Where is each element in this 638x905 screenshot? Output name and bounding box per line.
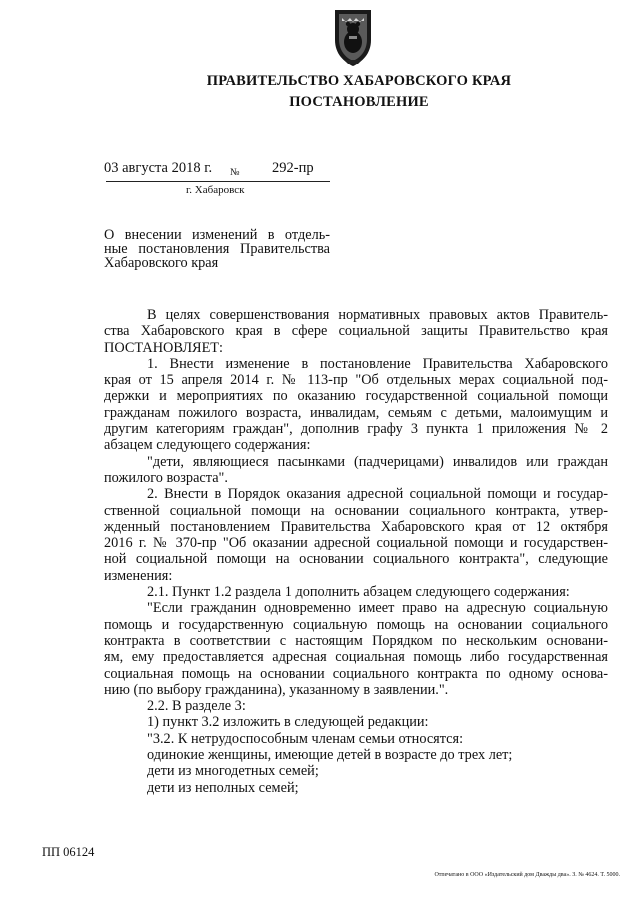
body-line: жденный постановлением Правительства Хабаровского края от 12 октября bbox=[104, 518, 608, 535]
body-line: ПОСТАНОВЛЯЕТ: bbox=[104, 339, 224, 356]
body-line: помощь и государственную социальную помощь на основании социального bbox=[104, 616, 608, 633]
body-line: контракта в соответствии с настоящим Порядком по нескольким основани- bbox=[104, 632, 608, 649]
body-line: "Если гражданин одновременно имеет право на адресную социальную bbox=[147, 600, 608, 617]
date-underline bbox=[106, 181, 330, 182]
body-line: дети из многодетных семей; bbox=[147, 763, 319, 780]
body-line: "3.2. К нетрудоспособным членам семьи относятся: bbox=[147, 730, 464, 747]
body-line: 2. Внести в Порядок оказания адресной социальной помощи и государ- bbox=[147, 486, 608, 503]
body-line: ства Хабаровского края в сфере социальной защиты Правительство края bbox=[104, 323, 608, 340]
body-line: 1. Внести изменение в постановление Правительства Хабаровского bbox=[147, 355, 608, 372]
printer-imprint: Отпечатано в ООО «Издательский дом Дважды два». З. № 4624. Т. 5000. bbox=[434, 872, 620, 878]
body-line: 2016 г. № 370-пр "Об оказании адресной социальной помощи и государствен- bbox=[104, 535, 608, 552]
body-line: нию (по выбору гражданина), указанному в заявлении.". bbox=[104, 681, 449, 698]
body-line: ной социальной помощи на основании социального контракта", следующие bbox=[104, 551, 608, 568]
body-line: держки и мероприятиях по оказанию государственной социальной помощи bbox=[104, 388, 608, 405]
document-body bbox=[104, 307, 608, 796]
body-line: пожилого возраста". bbox=[104, 469, 228, 486]
body-line: одинокие женщины, имеющие детей в возрасте до трех лет; bbox=[147, 747, 513, 764]
body-line: 1) пункт 3.2 изложить в следующей редакции: bbox=[147, 714, 429, 731]
body-line: дети из неполных семей; bbox=[147, 779, 299, 796]
subject-line: Хабаровского края bbox=[104, 255, 219, 271]
date-number-line bbox=[104, 160, 330, 184]
subject-line: О внесении изменений в отдель- bbox=[104, 227, 330, 243]
body-line: абзацем следующего содержания: bbox=[104, 437, 311, 454]
coat-of-arms-emblem bbox=[328, 6, 378, 68]
body-line: "дети, являющиеся пасынками (падчерицами) инвалидов или граждан bbox=[147, 453, 608, 470]
document-code: ПП 06124 bbox=[42, 845, 95, 859]
body-line: 2.2. В разделе 3: bbox=[147, 698, 246, 715]
document-city: г. Хабаровск bbox=[186, 184, 245, 196]
document-type-title: ПОСТАНОВЛЕНИЕ bbox=[289, 94, 429, 110]
body-line: края от 15 апреля 2014 г. № 113-пр "Об отдельных мерах социальной под- bbox=[104, 372, 608, 389]
number-symbol: № bbox=[230, 167, 240, 178]
body-line: ям, ему предоставляется адресная социальная помощь либо государственная bbox=[104, 649, 608, 666]
body-line: социальная помощь на основании социального контракта по одному основа- bbox=[104, 665, 608, 682]
body-line: гражданам пожилого возраста, инвалидам, семьям с детьми, малоимущим и bbox=[104, 404, 608, 421]
body-line: ственной социальной помощи на основании социального контракта, утвер- bbox=[104, 502, 608, 519]
document-date: 03 августа 2018 г. bbox=[104, 160, 213, 176]
body-line: 2.1. Пункт 1.2 раздела 1 дополнить абзацем следующего содержания: bbox=[147, 584, 570, 601]
document-number: 292-пр bbox=[272, 160, 314, 176]
body-line: другим категориям граждан", дополнив графу 3 пункта 1 приложения № 2 bbox=[104, 421, 608, 438]
body-line: В целях совершенствования нормативных правовых актов Правитель- bbox=[147, 307, 608, 323]
document-subject bbox=[104, 228, 330, 270]
body-line: изменения: bbox=[104, 567, 173, 584]
government-title: ПРАВИТЕЛЬСТВО ХАБАРОВСКОГО КРАЯ bbox=[206, 73, 512, 89]
subject-line: ные постановления Правительства bbox=[104, 241, 330, 257]
